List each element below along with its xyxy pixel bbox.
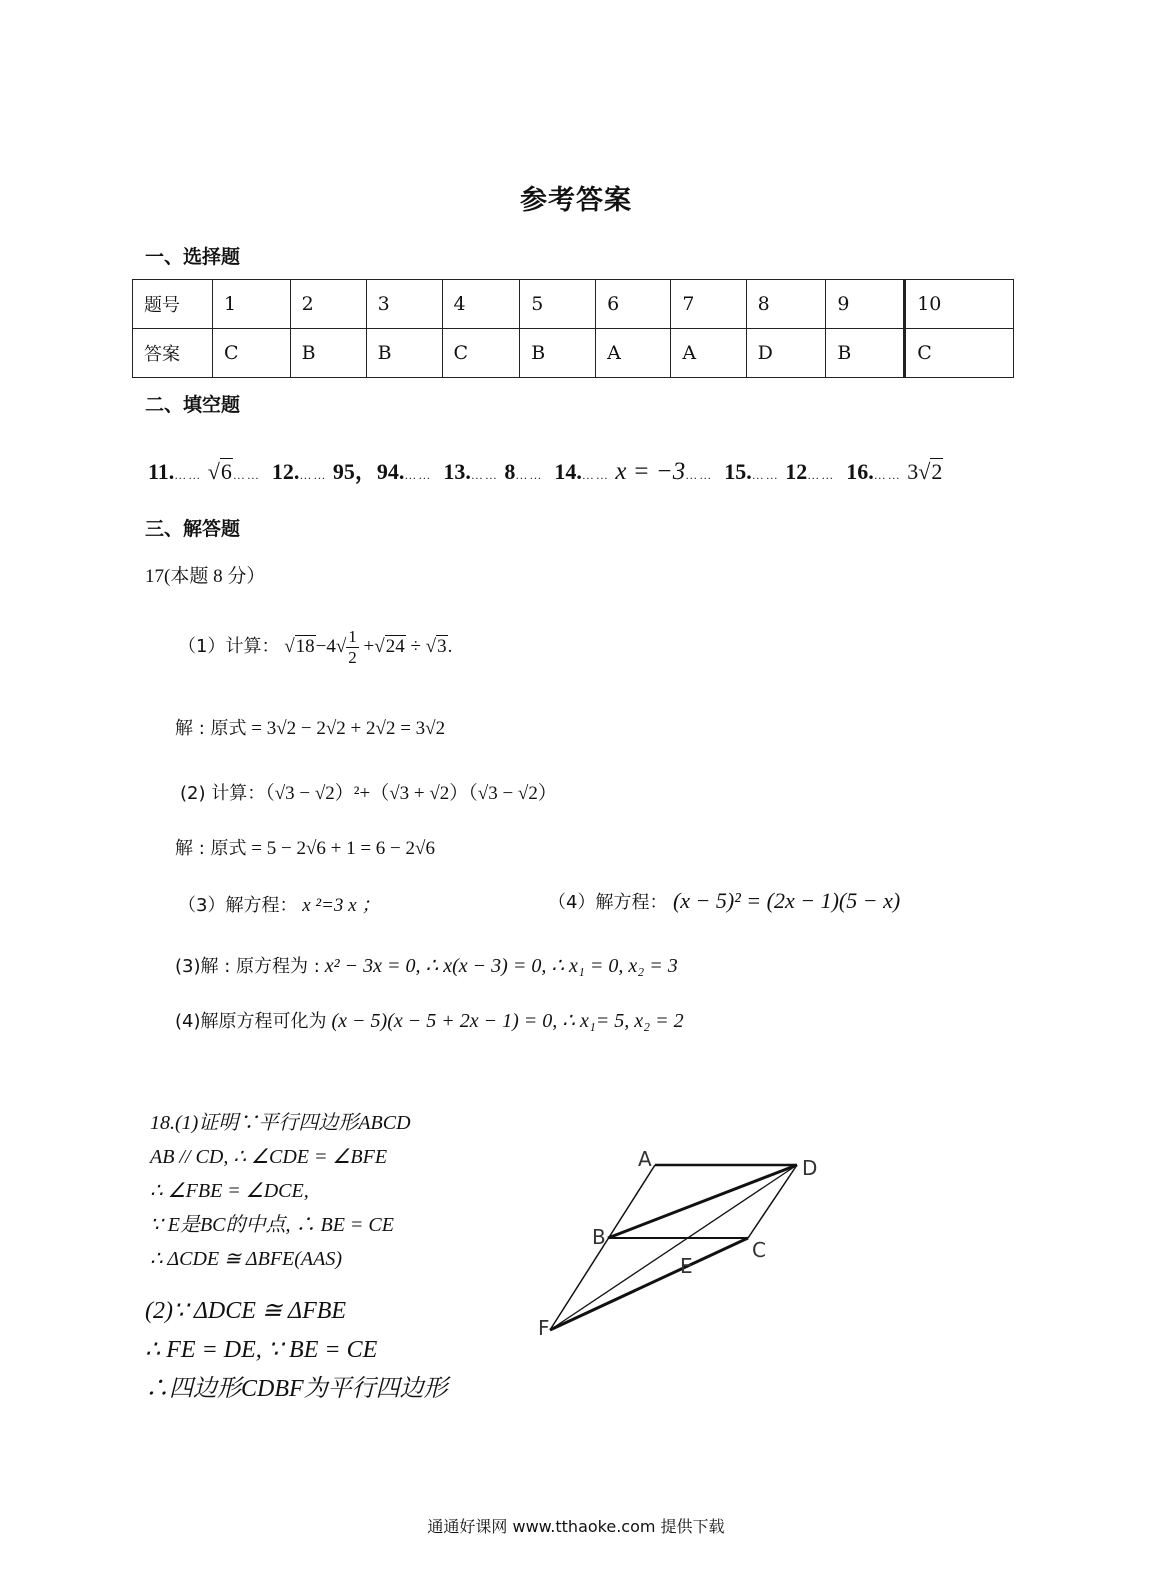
fill-answer: 12	[785, 459, 808, 484]
label-a: A	[638, 1147, 652, 1171]
table-row-numbers	[133, 280, 1014, 329]
q17-part1-solution: 解 : 原式 = 3√2 − 2√2 + 2√2 = 3√2	[175, 718, 446, 739]
q17-part3: （3）解方程： x ²=3 x ；	[178, 895, 381, 916]
table-cell: 1	[213, 280, 291, 329]
table-cell: B	[366, 329, 442, 378]
table-cell: B	[826, 329, 905, 378]
table-cell: 6	[596, 280, 671, 329]
fill-num: 15.	[724, 459, 752, 484]
table-row-answers	[133, 329, 1014, 378]
fill-answer: 95，94.	[332, 459, 405, 484]
table-cell: 3	[366, 280, 442, 329]
fill-num: 14.	[554, 459, 582, 484]
proof-line: ∴ ΔCDE ≅ ΔBFE(AAS)	[150, 1248, 343, 1270]
fill-num: 11.	[148, 459, 175, 484]
answer-table	[132, 279, 1014, 378]
q17-part3-solution: (3)解 : 原方程为 : x² − 3x = 0, ∴ x(x − 3) = 0, ∴ x₁ = 0, x₂ = 3	[175, 955, 678, 977]
q17-part1: （1）计算： √18−4√ $\frac{1}{2}$ +√24 ÷ √3.	[178, 627, 453, 667]
proof-line: AB // CD, ∴ ∠CDE = ∠BFE	[150, 1146, 388, 1168]
table-cell: 4	[442, 280, 520, 329]
q18-part1-proof	[150, 1106, 411, 1276]
table-cell: 2	[290, 280, 366, 329]
fill-dots: ……	[174, 468, 203, 482]
table-cell: C	[213, 329, 291, 378]
fraction: $\frac{1}{2}$	[348, 627, 357, 667]
label-e: E	[680, 1254, 693, 1278]
q18-part2-proof	[145, 1292, 448, 1409]
table-cell: 8	[746, 280, 826, 329]
q17-part2-solution: 解 : 原式 = 5 − 2√6 + 1 = 6 − 2√6	[175, 838, 435, 859]
label-d: D	[802, 1156, 818, 1180]
table-cell: 9	[826, 280, 905, 329]
table-cell: C	[442, 329, 520, 378]
label-c: C	[752, 1238, 766, 1262]
footer-text: 通通好课网 www.tthaoke.com 提供下载	[427, 1517, 725, 1536]
section-fill-heading: 二、填空题	[145, 394, 241, 416]
table-cell: 5	[520, 280, 596, 329]
proof-line: (2)∵ ΔDCE ≅ ΔFBE	[145, 1298, 347, 1324]
q17-part2: (2) 计算：（√3 − √2）²+（√3 + √2）（√3 − √2）	[180, 783, 557, 804]
table-cell: A	[596, 329, 671, 378]
fill-answer: 3√2	[907, 459, 943, 484]
fill-answers: 11.…… √6…… 12.…… 95，94.…… 13.…… 8…… 14.…… x = −3…… 15.…… 12…… 16.…… 3√2	[148, 458, 943, 485]
table-header-label: 题号	[133, 280, 213, 329]
fill-num: 13.	[443, 459, 471, 484]
table-cell: 10	[905, 280, 1014, 329]
fill-answer: 8	[504, 459, 516, 484]
table-cell: A	[671, 329, 746, 378]
q17-part4: （4）解方程： (x − 5)² = (2x − 1)(5 − x)	[548, 888, 901, 913]
fill-answer: √6	[207, 459, 232, 484]
q17-part4-solution: (4)解原方程可化为 (x − 5)(x − 5 + 2x − 1) = 0, ∴ x₁= 5, x₂ = 2	[175, 1010, 684, 1032]
fill-num: 16.	[846, 459, 874, 484]
table-cell: D	[746, 329, 826, 378]
proof-line: ∴四边形CDBF为平行四边形	[145, 1376, 448, 1402]
page-title: 参考答案	[520, 185, 632, 216]
proof-line: ∴ FE = DE, ∵ BE = CE	[145, 1337, 378, 1363]
proof-line: ∴ ∠FBE = ∠DCE,	[150, 1180, 309, 1202]
label-f: F	[538, 1316, 550, 1340]
table-cell: 7	[671, 280, 746, 329]
section-solve-heading: 三、解答题	[145, 518, 241, 540]
proof-line: 18.(1)证明∵平行四边形ABCD	[150, 1112, 411, 1134]
fill-num: 12.	[271, 459, 300, 484]
table-cell: C	[905, 329, 1014, 378]
section-choice-heading: 一、选择题	[145, 246, 241, 268]
segment-bd	[608, 1165, 797, 1238]
proof-line: ∵ E是BC的中点, ∴ BE = CE	[150, 1214, 394, 1236]
label-b: B	[592, 1225, 606, 1249]
fill-answer: x = −3	[615, 458, 686, 485]
table-answer-label: 答案	[133, 329, 213, 378]
table-cell: B	[520, 329, 596, 378]
table-cell: B	[290, 329, 366, 378]
q17-heading: 17(本题 8 分）	[145, 566, 266, 587]
parallelogram-figure	[520, 1140, 840, 1360]
